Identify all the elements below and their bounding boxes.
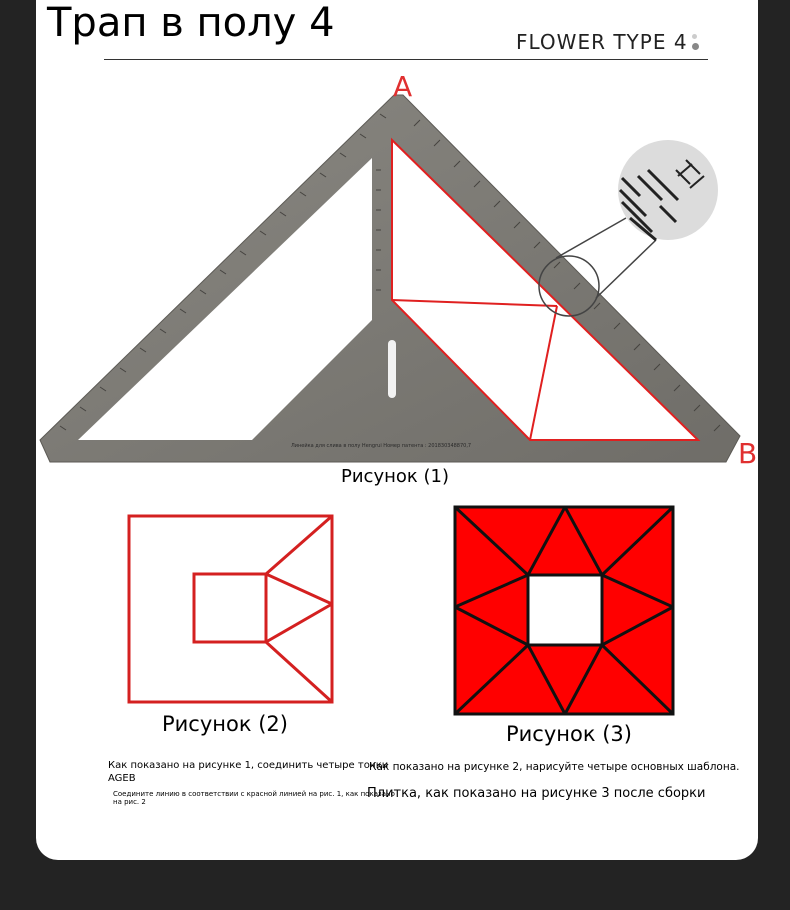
figure3-caption: Рисунок (3) [506, 722, 632, 746]
instruction-left-note1: Соедините линию в соответствии с красной линией на рис. 1, как показано [113, 790, 395, 798]
figure2-caption: Рисунок (2) [162, 712, 288, 736]
figure3-assembled-tile [452, 504, 676, 718]
figure1-caption: Рисунок (1) [341, 466, 449, 487]
point-b-label: B [738, 437, 758, 470]
product-subtitle: FLOWER TYPE 4 [516, 30, 688, 54]
decor-dot [692, 43, 699, 50]
header-divider [104, 59, 708, 60]
point-a-label: A [393, 70, 413, 103]
ruler-engraving: Линейка для слива в полу Hengrui Номер патента : 201830348870,7 [291, 443, 472, 449]
instruction-right-line2: Плитка, как показано на рисунке 3 после сборки [367, 786, 706, 801]
instruction-left-line1: Как показано на рисунке 1, соединить четыре точки [108, 760, 389, 771]
instruction-right-line1: Как показано на рисунке 2, нарисуйте четыре основных шаблона. [369, 761, 740, 773]
ruler-slot [388, 340, 396, 398]
instruction-left-line2: AGEB [108, 773, 136, 784]
figure2-template-outline [124, 512, 338, 706]
decor-dot [692, 34, 697, 39]
instruction-left-note2: на рис. 2 [113, 798, 146, 806]
page-title: Трап в полу 4 [47, 0, 335, 46]
figure1-ruler-diagram [30, 64, 760, 470]
